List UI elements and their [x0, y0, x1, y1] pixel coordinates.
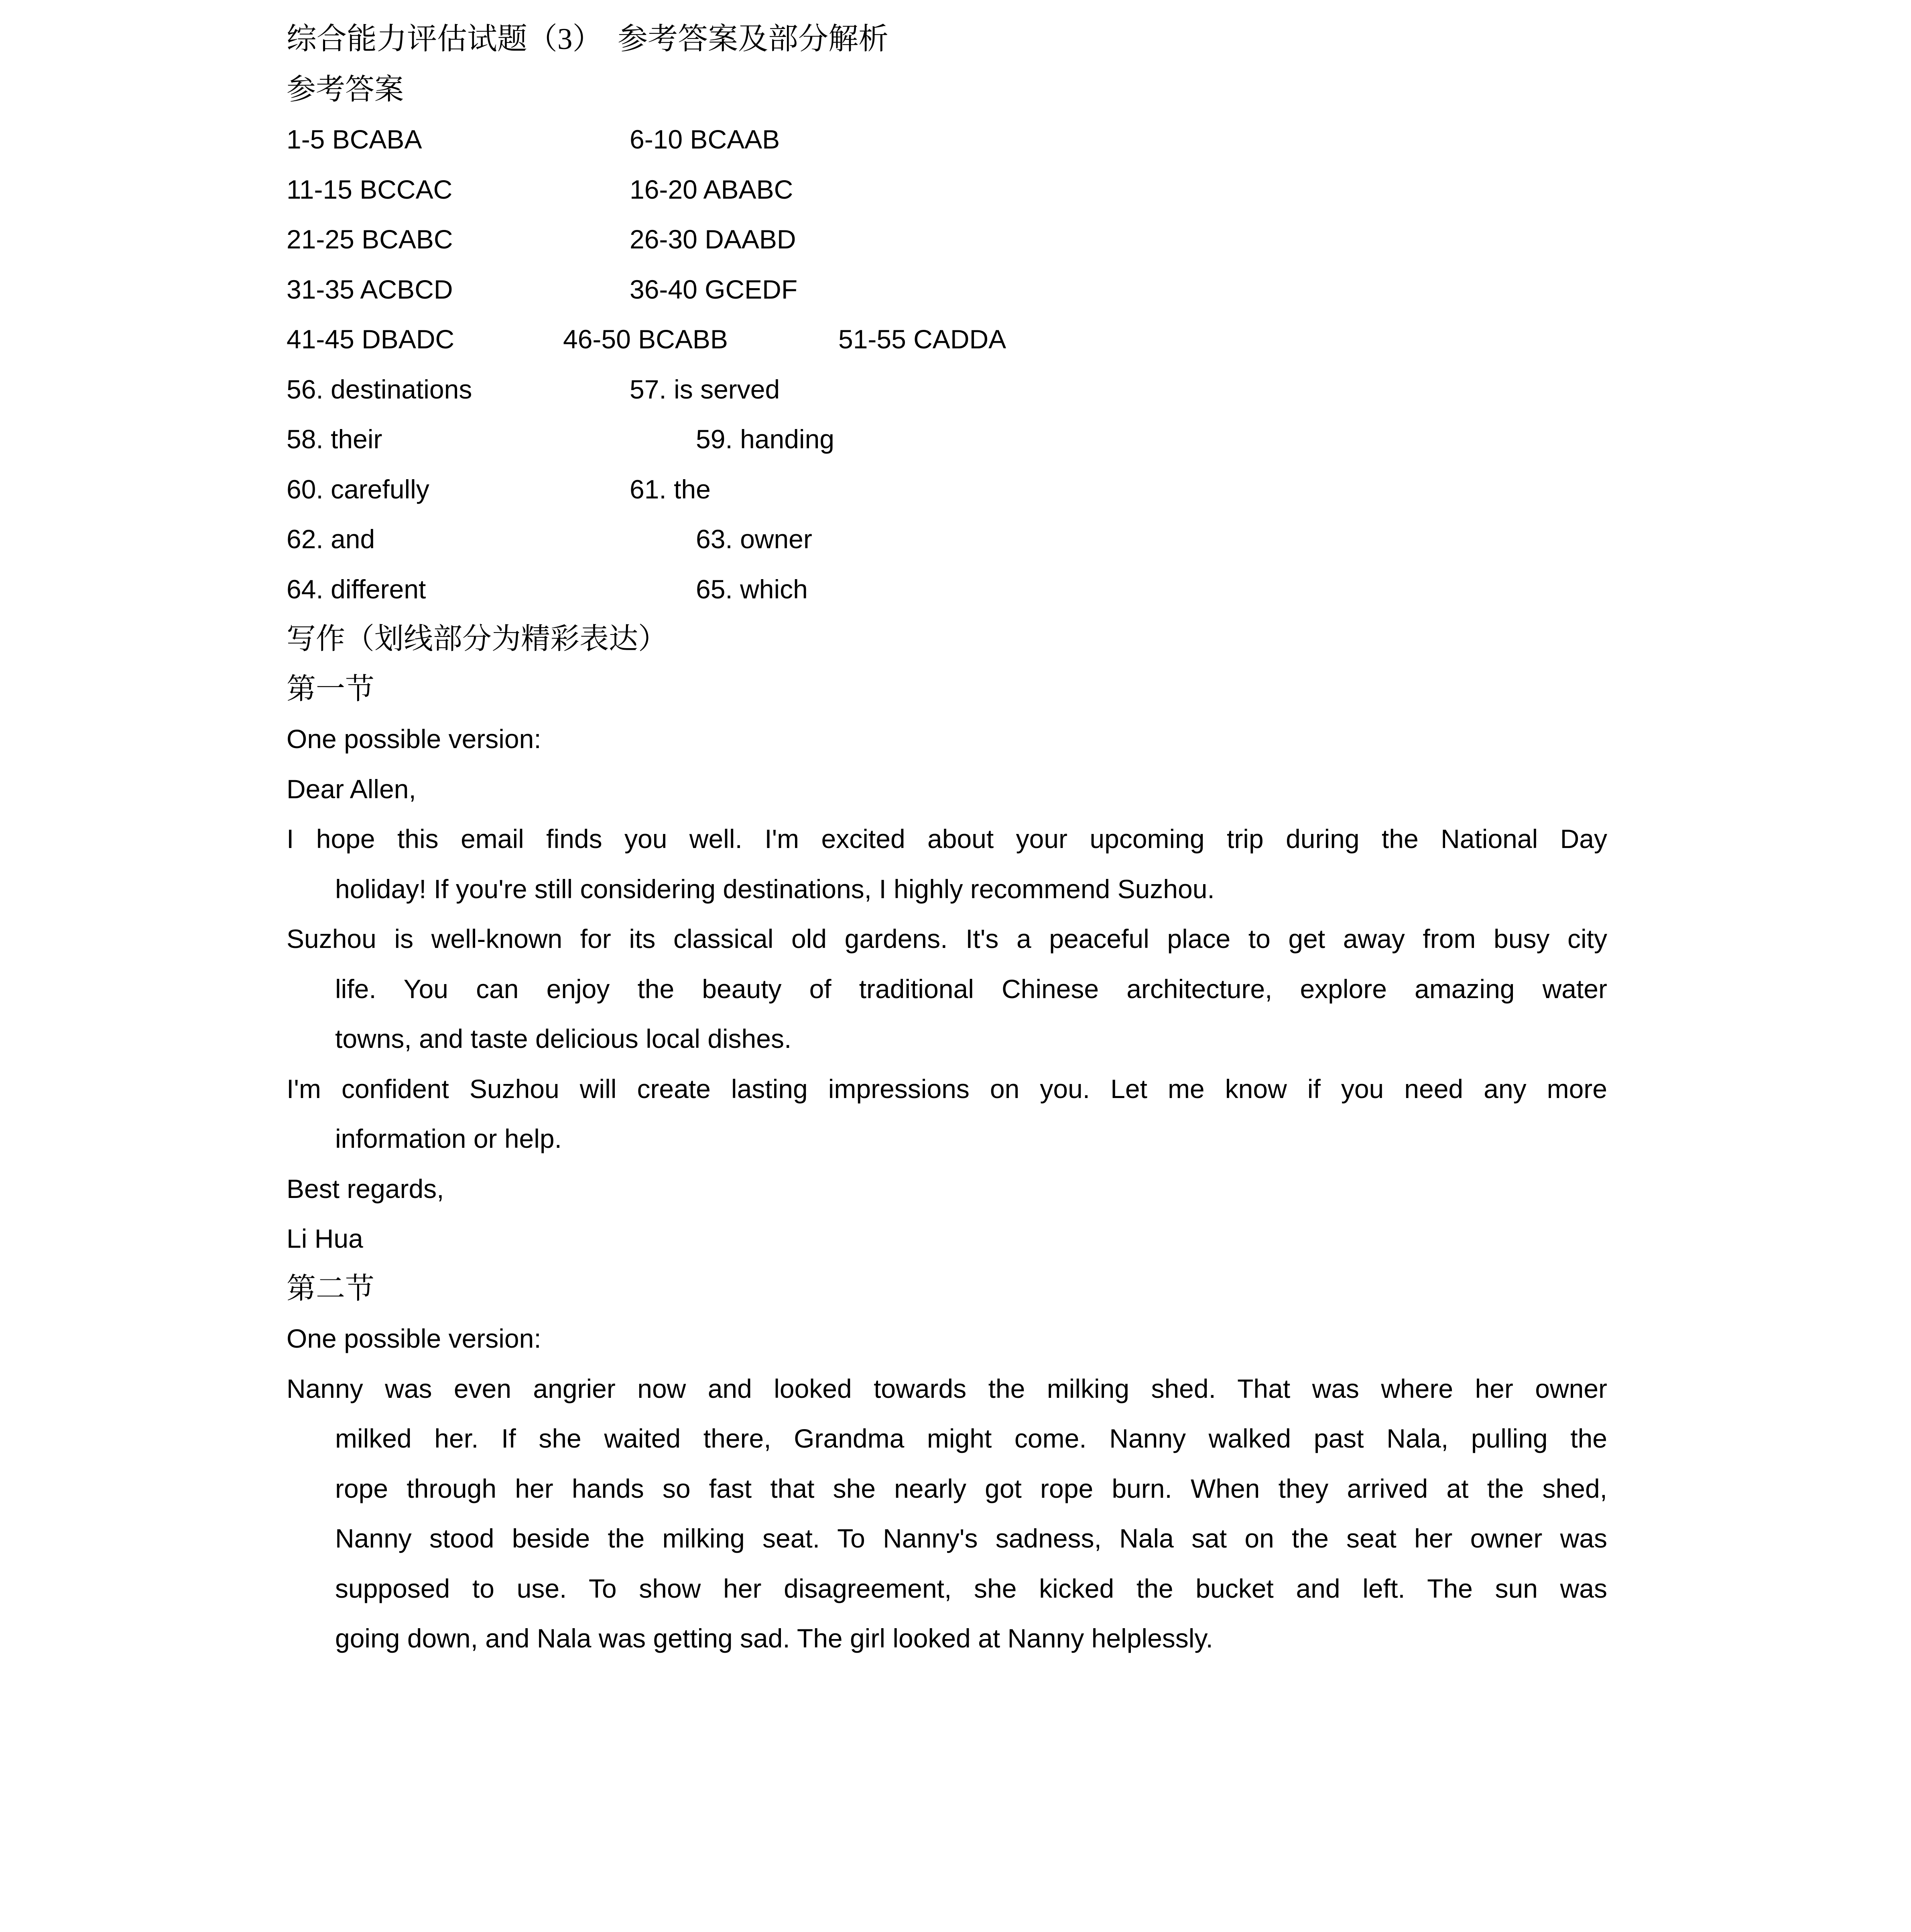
choice-answer-row [287, 314, 1607, 364]
story-body-line: Nanny was even angrier now and looked towards the milking shed. That was where her owner [287, 1373, 1607, 1403]
email-closing: Best regards, [287, 1173, 444, 1204]
answer-range-41-45: 41-45 DBADC [287, 324, 455, 354]
email-body-line: towns, and taste delicious local dishes. [335, 1024, 792, 1053]
email-body-line: I hope this email finds you well. I'm excited about your upcoming trip during the National Day [287, 824, 1607, 854]
answer-60: 60. carefully [287, 474, 429, 504]
answers-heading: 参考答案 [287, 73, 404, 106]
email-body-line: I'm confident Suzhou will create lasting impressions on you. Let me know if you need any more [287, 1074, 1607, 1104]
answer-61: 61. the [630, 474, 711, 504]
answer-range-36-40: 36-40 GCEDF [630, 274, 798, 304]
answer-range-1-5: 1-5 BCABA [287, 124, 422, 154]
email-body-line: information or help. [335, 1124, 562, 1153]
section2-heading: 第二节 [287, 1272, 374, 1305]
section1-version-label: One possible version: [287, 724, 541, 754]
fill-in-answer-row [287, 464, 1607, 515]
page-title: 综合能力评估试题（3） 参考答案及部分解析 [287, 22, 889, 56]
answer-65: 65. which [696, 574, 808, 604]
email-body-line: life. You can enjoy the beauty of traditional Chinese architecture, explore amazing water [335, 974, 1607, 1004]
choice-answer-row [287, 264, 1607, 315]
story-body-line: going down, and Nala was getting sad. The girl looked at Nanny helplessly. [335, 1623, 1213, 1653]
answer-62: 62. and [287, 524, 375, 554]
email-body-line: Suzhou is well-known for its classical old gardens. It's a peaceful place to get away from busy city [287, 924, 1607, 954]
answer-range-46-50: 46-50 BCABB [563, 324, 728, 354]
answer-59: 59. handing [696, 424, 834, 454]
story-body-line: rope through her hands so fast that she nearly got rope burn. When they arrived at the shed, [335, 1473, 1607, 1503]
section1-heading: 第一节 [287, 672, 374, 705]
email-signature: Li Hua [287, 1224, 363, 1253]
answer-range-6-10: 6-10 BCAAB [630, 124, 780, 154]
answer-range-31-35: 31-35 ACBCD [287, 274, 453, 304]
answer-range-16-20: 16-20 ABABC [630, 174, 793, 204]
fill-in-answer-row [287, 564, 1607, 614]
answer-range-21-25: 21-25 BCABC [287, 224, 453, 254]
story-body-line: milked her. If she waited there, Grandma might come. Nanny walked past Nala, pulling the [335, 1424, 1607, 1453]
document-content [287, 14, 1607, 1664]
answer-64: 64. different [287, 574, 426, 604]
email-salutation: Dear Allen, [287, 774, 416, 804]
story-body-line: supposed to use. To show her disagreement, she kicked the bucket and left. The sun was [335, 1573, 1607, 1603]
choice-answer-row [287, 165, 1607, 215]
answer-58: 58. their [287, 424, 382, 454]
fill-in-answer-row [287, 414, 1607, 464]
answer-56: 56. destinations [287, 374, 472, 404]
choice-answer-row [287, 214, 1607, 264]
choice-answer-row [287, 114, 1607, 165]
answer-57: 57. is served [630, 374, 780, 404]
answer-range-11-15: 11-15 BCCAC [287, 174, 453, 204]
section2-version-label: One possible version: [287, 1324, 541, 1353]
story-body-line: Nanny stood beside the milking seat. To Nanny's sadness, Nala sat on the seat her owner was [335, 1523, 1607, 1553]
email-body-line: holiday! If you're still considering destinations, I highly recommend Suzhou. [335, 874, 1215, 904]
writing-heading: 写作（划线部分为精彩表达） [287, 622, 667, 655]
fill-in-answer-row [287, 364, 1607, 415]
answer-range-26-30: 26-30 DAABD [630, 224, 796, 254]
answer-63: 63. owner [696, 524, 812, 554]
answer-range-51-55: 51-55 CADDA [838, 324, 1006, 354]
fill-in-answer-row [287, 514, 1607, 564]
